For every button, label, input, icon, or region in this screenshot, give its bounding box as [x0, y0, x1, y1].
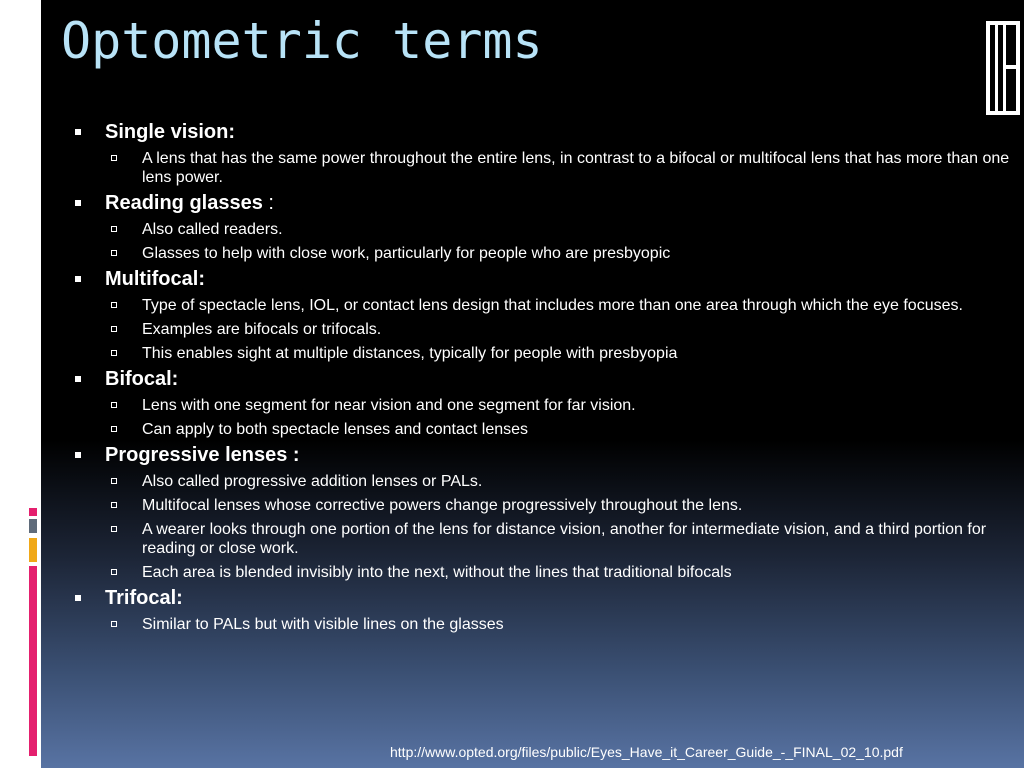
list-item — [71, 267, 1011, 363]
sub-item — [105, 296, 1011, 315]
accent-bar-pink-top — [29, 508, 37, 516]
hollow-square-bullet-icon — [111, 502, 117, 508]
list-item — [71, 367, 1011, 439]
hollow-square-bullet-icon — [111, 226, 117, 232]
sub-item-text: Each area is blended invisibly into the next, without the lines that traditional bifocals — [142, 564, 732, 581]
hollow-square-bullet-icon — [111, 302, 117, 308]
hollow-square-bullet-icon — [111, 621, 117, 627]
list-item — [71, 443, 1011, 582]
sub-item — [105, 344, 1011, 363]
square-bullet-icon — [75, 200, 81, 206]
list-item — [71, 191, 1011, 263]
sub-item-text: Also called readers. — [142, 221, 283, 238]
list-item — [71, 120, 1011, 187]
accent-bar-gray — [29, 519, 37, 533]
left-margin-strip — [0, 0, 41, 768]
slide-title: Optometric terms — [61, 12, 543, 70]
sub-item-text: A lens that has the same power throughout the entire lens, in contrast to a bifocal or multifocal lens that has more than one lens power. — [142, 150, 1010, 186]
sub-item — [105, 563, 1011, 582]
bullet-list — [71, 120, 1011, 634]
item-label: Trifocal: — [105, 587, 183, 609]
sub-item-text: Multifocal lenses whose corrective powers change progressively throughout the lens. — [142, 497, 743, 514]
square-bullet-icon — [75, 452, 81, 458]
item-heading — [105, 267, 1011, 291]
square-bullet-icon — [75, 129, 81, 135]
hollow-square-bullet-icon — [111, 155, 117, 161]
sub-item — [105, 149, 1011, 187]
window-panels-icon — [985, 20, 1021, 116]
sub-item-text: This enables sight at multiple distances, typically for people with presbyopia — [142, 345, 678, 362]
accent-bar-gold — [29, 538, 37, 562]
item-heading — [105, 586, 1011, 610]
sub-item — [105, 615, 1011, 634]
square-bullet-icon — [75, 595, 81, 601]
sub-item — [105, 244, 1011, 263]
sub-item — [105, 420, 1011, 439]
sub-item — [105, 520, 1011, 558]
hollow-square-bullet-icon — [111, 326, 117, 332]
hollow-square-bullet-icon — [111, 426, 117, 432]
item-heading — [105, 367, 1011, 391]
source-link[interactable]: http://www.opted.org/files/public/Eyes_Have_it_Career_Guide_-_FINAL_02_10.pdf — [390, 744, 903, 760]
sub-item-text: Lens with one segment for near vision and one segment for far vision. — [142, 397, 636, 414]
item-heading — [105, 120, 1011, 144]
hollow-square-bullet-icon — [111, 250, 117, 256]
sub-item-text: Type of spectacle lens, IOL, or contact lens design that includes more than one area through which the eye focuses. — [142, 297, 963, 314]
sub-item — [105, 472, 1011, 491]
list-item — [71, 586, 1011, 634]
sub-item — [105, 396, 1011, 415]
item-label: Progressive lenses : — [105, 444, 300, 466]
item-label-suffix: : — [262, 192, 274, 214]
sub-item-text: Examples are bifocals or trifocals. — [142, 321, 382, 338]
sub-item-text: Can apply to both spectacle lenses and contact lenses — [142, 421, 529, 438]
item-label: Reading glasses — [105, 192, 263, 214]
item-label: Multifocal: — [105, 268, 205, 290]
accent-bar-pink — [29, 566, 37, 756]
item-heading — [105, 443, 1011, 467]
hollow-square-bullet-icon — [111, 478, 117, 484]
sub-item-text: Also called progressive addition lenses or PALs. — [142, 473, 483, 490]
slide — [41, 0, 1024, 768]
sub-item-text: Similar to PALs but with visible lines on the glasses — [142, 616, 504, 633]
hollow-square-bullet-icon — [111, 350, 117, 356]
hollow-square-bullet-icon — [111, 402, 117, 408]
square-bullet-icon — [75, 276, 81, 282]
sub-item-text: A wearer looks through one portion of the lens for distance vision, another for intermediate vision, and a third portion for reading or close work. — [142, 521, 987, 557]
hollow-square-bullet-icon — [111, 526, 117, 532]
item-heading — [105, 191, 1011, 215]
sub-item-text: Glasses to help with close work, particularly for people who are presbyopic — [142, 245, 671, 262]
sub-item — [105, 220, 1011, 239]
hollow-square-bullet-icon — [111, 569, 117, 575]
item-label: Single vision: — [105, 121, 236, 143]
sub-item — [105, 320, 1011, 339]
sub-item — [105, 496, 1011, 515]
square-bullet-icon — [75, 376, 81, 382]
item-label: Bifocal: — [105, 368, 179, 390]
